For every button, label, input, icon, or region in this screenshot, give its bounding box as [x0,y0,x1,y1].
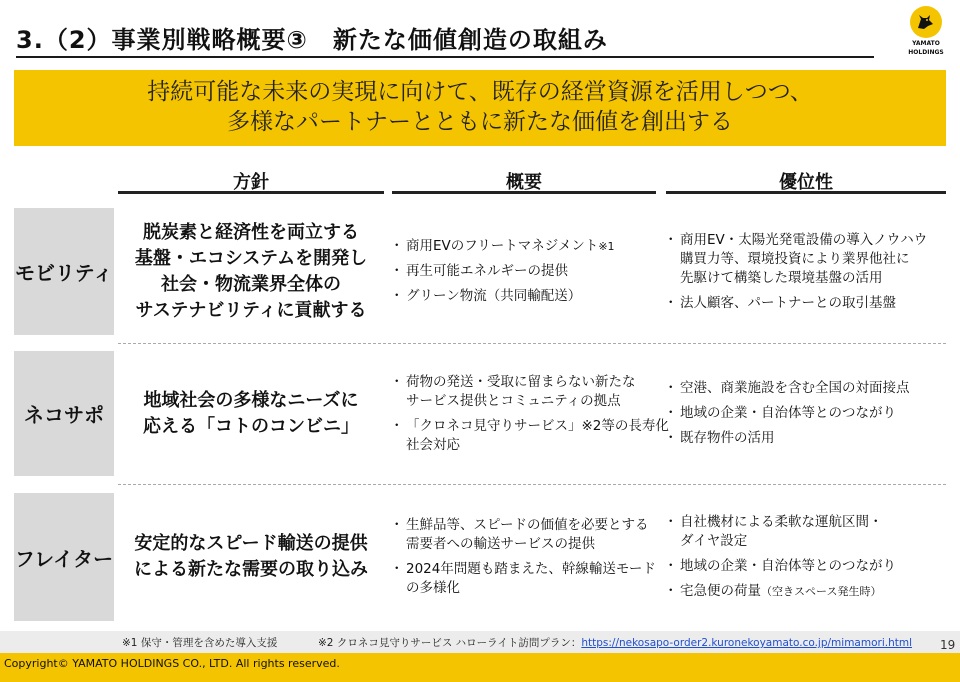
list-item: ・ 荷物の発送・受取に留まらない新たな サービス提供とコミュニティの拠点 [392,373,662,411]
headline-banner [14,70,946,146]
policy-nekosapo [118,351,384,476]
list-item: ・ 法人顧客、パートナーとの取引基盤 [666,294,950,313]
footnote-bar [0,631,960,653]
summary-nekosapo [392,351,669,476]
summary-mobility [392,208,662,335]
black-cat-icon [910,6,942,38]
page-number: 19 [940,638,956,652]
row-label-mobility: モビリティ [14,208,114,335]
policy-line: サステナビリティに貢献する [135,299,367,321]
list-item: ・ 宅急便の荷量（空きスペース発生時） [666,582,950,601]
row-divider [118,484,946,485]
policy-freighter [118,493,384,621]
list-item: ・ 地域の企業・自治体等とのつながり [666,557,950,576]
footnote-ref: ※1 [598,240,615,253]
title-divider [16,56,874,58]
company-logo [898,6,954,58]
list-item: ・ 再生可能エネルギーの提供 [392,262,662,281]
advantage-mobility [666,208,950,335]
logo-text-top: YAMATO [912,40,940,47]
row-label-freighter: フレイター [14,493,114,621]
policy-line: 安定的なスピード輸送の提供 [134,533,368,554]
list-item: ・ 生鮮品等、スピードの価値を必要とする 需要者への輸送サービスの提供 [392,516,662,554]
policy-mobility [118,208,384,335]
list-item: ・ 「クロネコ見守りサービス」※2等の長寿化 社会対応 [392,417,662,455]
logo-text-bottom: HOLDINGS [908,49,944,56]
column-header-advantage: 優位性 [666,168,946,194]
page-title: 3.（2）事業別戦略概要③ 新たな価値創造の取組み [16,26,608,54]
title-bar [0,0,960,64]
policy-line: 基盤・エコシステムを開発し [134,247,368,269]
column-header-summary: 概要 [392,168,656,194]
column-header-policy: 方針 [118,168,384,194]
row-label-nekosapo: ネコサポ [14,351,114,476]
summary-freighter [392,493,662,621]
policy-line: による新たな需要の取り込み [134,559,368,580]
policy-line: 社会・物流業界全体の [161,273,341,295]
list-item: ・ 既存物件の活用 [666,429,950,448]
copyright-text: Copyright© YAMATO HOLDINGS CO., LTD. All rights reserved. [4,657,340,670]
list-item: ・ 自社機材による柔軟な運航区間・ ダイヤ設定 [666,513,950,551]
list-item: ・ 空港、商業施設を含む全国の対面接点 [666,379,950,398]
policy-line: 地域社会の多様なニーズに [143,389,359,411]
policy-line: 応える「コトのコンビニ」 [143,415,359,437]
list-item: ・ グリーン物流（共同輸配送） [392,287,662,306]
footnote-1: ※1 保守・管理を含めた導入支援 [122,637,278,649]
row-divider [118,343,946,344]
annotation: （空きスペース発生時） [761,585,882,598]
banner-line-2: 多様なパートナーとともに新たな価値を創出する [227,109,733,135]
mimamori-link[interactable]: https://nekosapo-order2.kuronekoyamato.co.jp/mimamori.html [581,637,913,649]
footnote-2: ※2 クロネコ見守りサービス ハローライト訪問プラン：https://nekosapo-order2.kuronekoyamato.co.jp/mimamori.html [318,637,913,649]
list-item: ・ 商用EV・太陽光発電設備の導入ノウハウ 購買力等、環境投資により業界他社に 先駆けて構築した環境基盤の活用 [666,231,950,288]
list-item: ・ 2024年問題も踏まえた、幹線輸送モード の多様化 [392,560,662,598]
list-item: ・ 商用EVのフリートマネジメント※1 [392,237,662,256]
advantage-freighter [666,493,950,621]
banner-line-1: 持続可能な未来の実現に向けて、既存の経営資源を活用しつつ、 [147,79,813,105]
footer-bar [0,653,960,682]
advantage-nekosapo [666,351,950,476]
list-item: ・ 地域の企業・自治体等とのつながり [666,404,950,423]
policy-line: 脱炭素と経済性を両立する [143,221,359,243]
